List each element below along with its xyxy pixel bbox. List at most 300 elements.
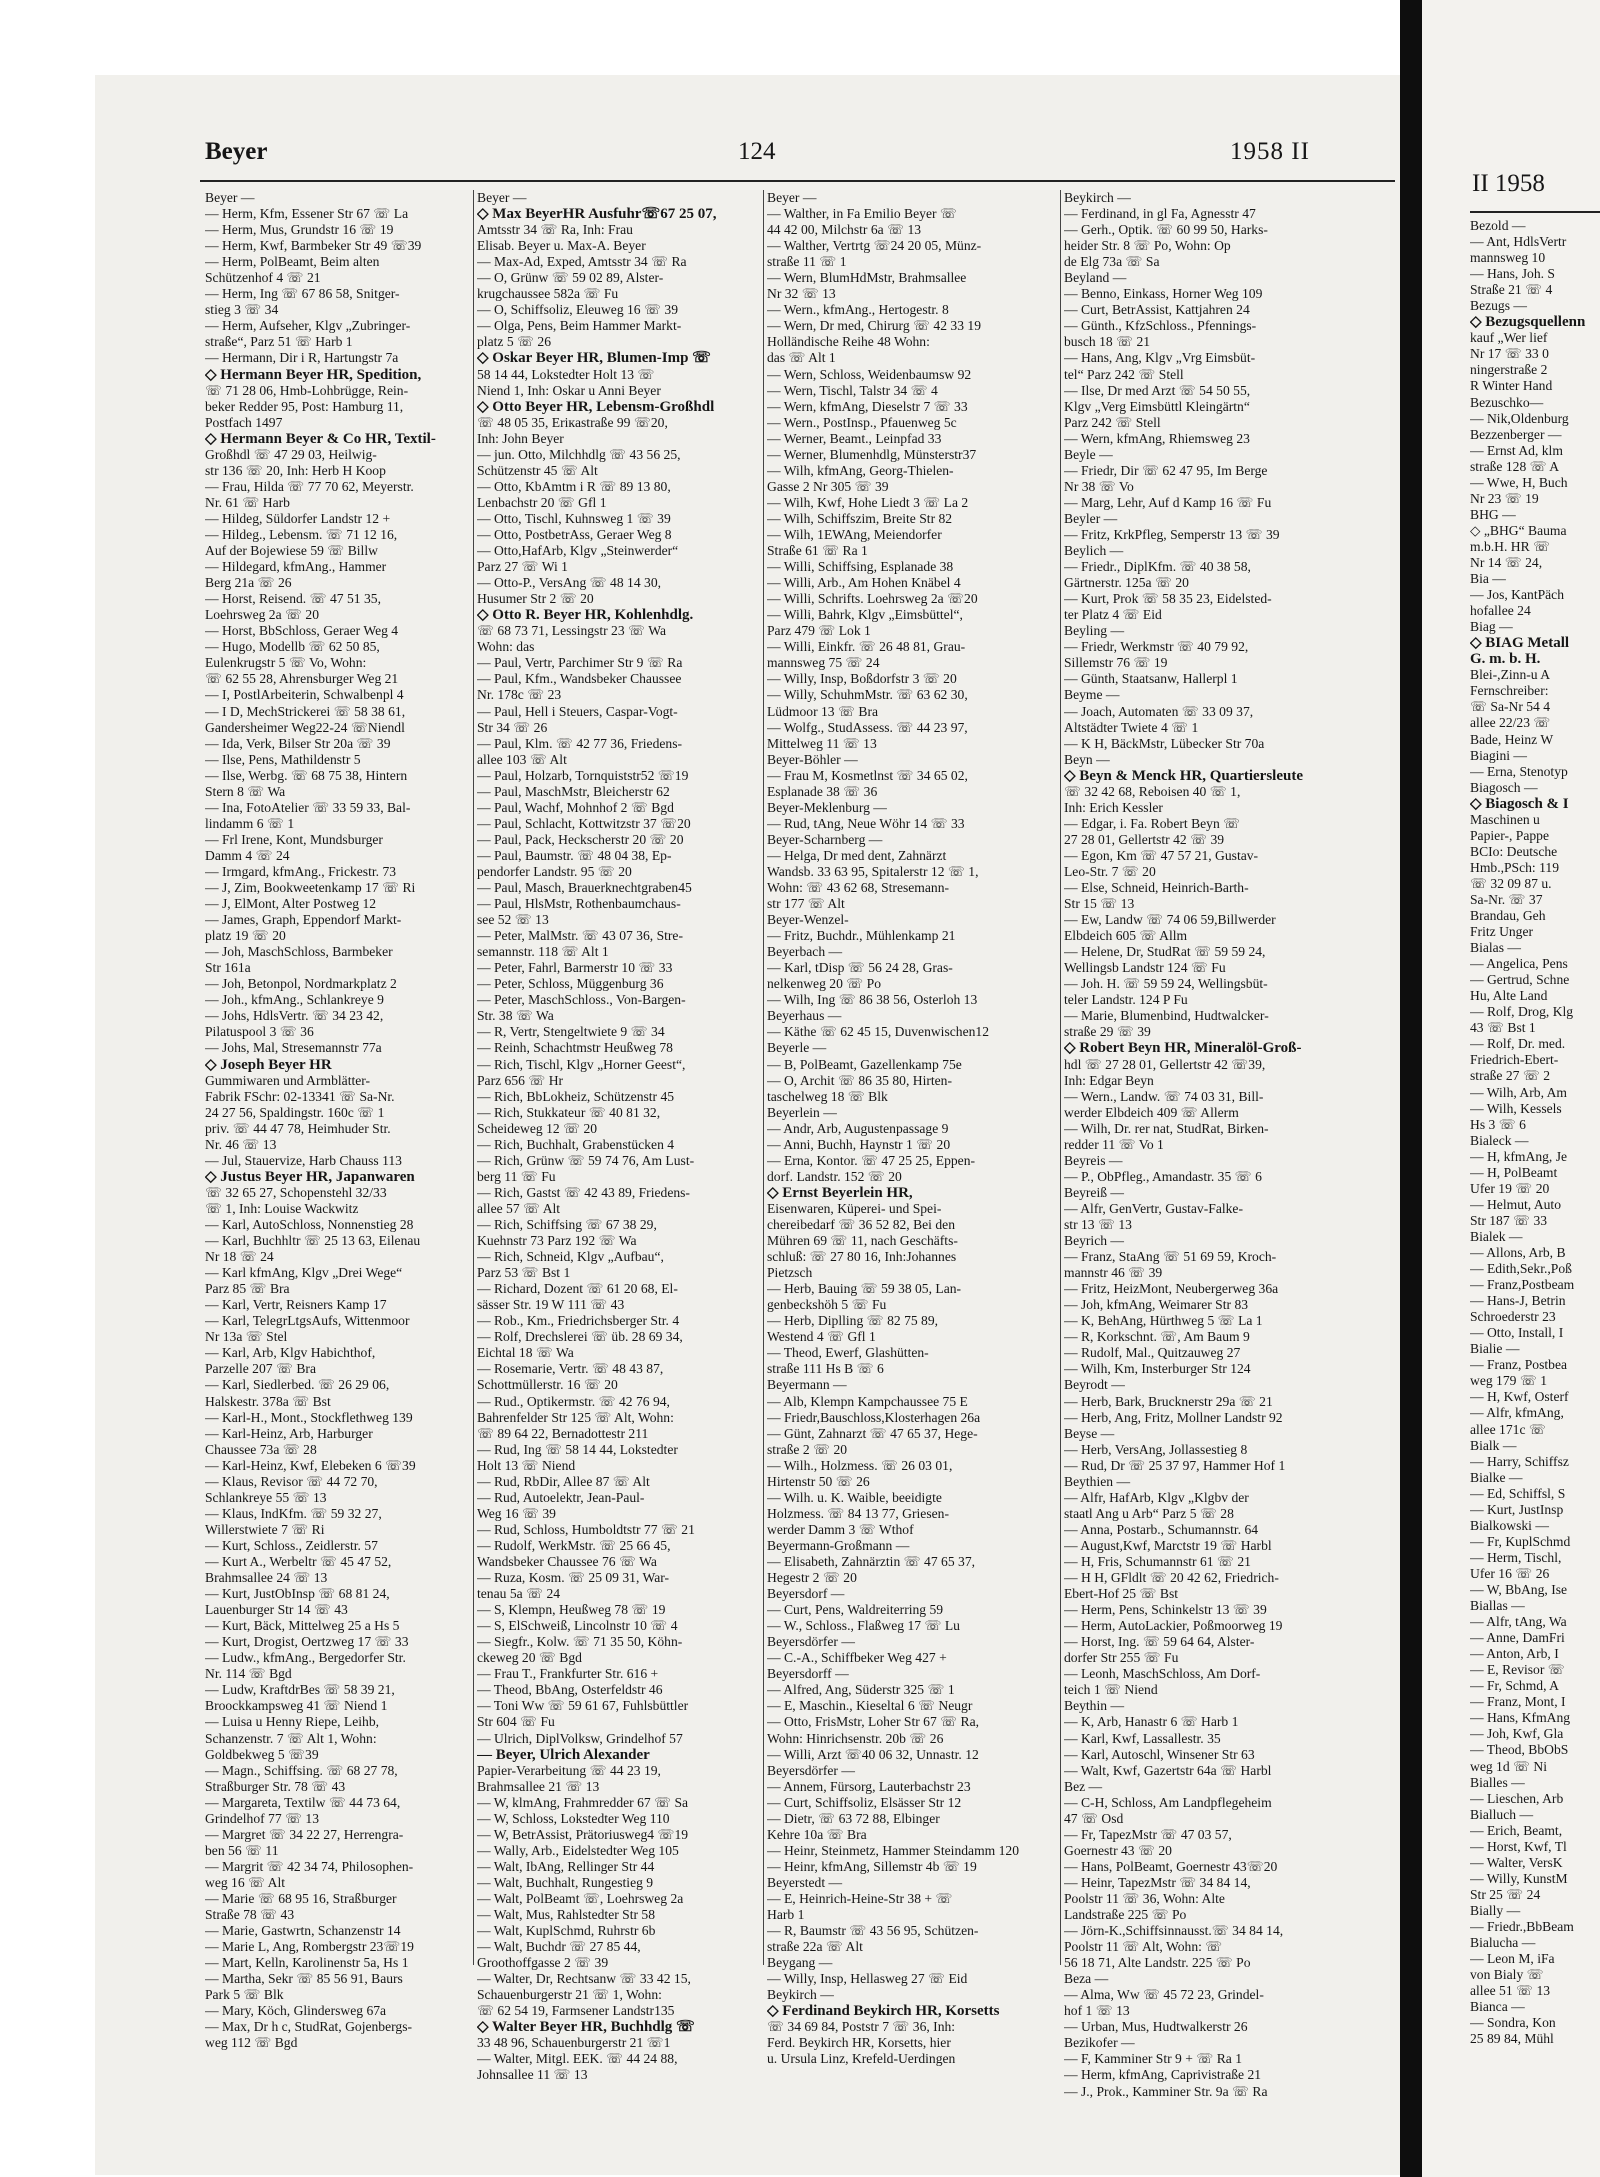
directory-entry-line: teich 1 ☏ Niend [1064, 1682, 1158, 1698]
directory-entry-line: — Wern, BlumHdMstr, Brahmsallee [767, 270, 967, 286]
directory-entry-line: Str 187 ☏ 33 [1470, 1212, 1548, 1228]
directory-entry-line: — Fr, TapezMstr ☏ 47 03 57, [1064, 1826, 1232, 1842]
directory-entry-line: — Heinr, TapezMstr ☏ 34 84 14, [1064, 1874, 1251, 1890]
directory-entry-line: — Willi, Arzt ☏40 06 32, Unnastr. 12 [767, 1746, 979, 1762]
directory-entry-line: Beykirch — [767, 1987, 834, 2003]
directory-entry-line: — Peter, Fahrl, Barmerstr 10 ☏ 33 [477, 960, 673, 976]
directory-entry-line: Bezugs — [1470, 298, 1528, 314]
directory-entry-line: Beyer — [767, 190, 817, 205]
directory-entry-line: platz 5 ☏ 26 [477, 334, 552, 350]
directory-entry-line: Biagosch — [1470, 779, 1538, 795]
directory-entry-line: — Reinh, Schachtmstr Heußweg 78 [477, 1040, 673, 1056]
directory-entry-line: — Luisa u Henny Riepe, Leihb, [205, 1714, 380, 1730]
directory-entry-line: — Hildegard, kfmAng., Hammer [205, 559, 387, 575]
directory-entry-line: — Rich, Grünw ☏ 59 74 76, Am Lust- [477, 1152, 695, 1168]
directory-entry-line: — Rudolf, WerkMstr. ☏ 25 66 45, [477, 1537, 671, 1553]
directory-entry-line: — Karl, Siedlerbed. ☏ 26 29 06, [205, 1377, 390, 1393]
directory-entry-line: — Paul, Klm. ☏ 42 77 36, Friedens- [477, 735, 683, 751]
directory-entry-line: Parz 656 ☏ Hr [477, 1072, 564, 1088]
directory-entry-line: — Ludw., kfmAng., Bergedorfer Str. [205, 1650, 406, 1666]
directory-entry-line: — Kurt, JustObInsp ☏ 68 81 24, [205, 1586, 390, 1602]
directory-entry-line: — Kurt, Schloss., Zeidlerstr. 57 [205, 1537, 378, 1553]
directory-entry-line: — Herm, Mus, Grundstr 16 ☏ 19 [205, 222, 394, 238]
directory-entry-line: — jun. Otto, Milchhdlg ☏ 43 56 25, [477, 446, 681, 462]
directory-entry-line: ◇ Biagosch & I [1470, 795, 1569, 812]
directory-entry-line: — Kurt, Bäck, Mittelweg 25 a Hs 5 [205, 1618, 400, 1634]
directory-entry-line: — R, Baumstr ☏ 43 56 95, Schützen- [767, 1923, 979, 1939]
directory-entry-line: ◇ Hermann Beyer & Co HR, Textil- [205, 430, 436, 447]
directory-entry-line: — S, Klempn, Heußweg 78 ☏ 19 [477, 1602, 666, 1618]
directory-entry-line: Niend 1, Inh: Oskar u Anni Beyer [477, 382, 661, 398]
directory-entry-line: — Frau M, Kosmetlnst ☏ 34 65 02, [767, 767, 968, 783]
directory-entry-line: — Theod, BbObS [1470, 1742, 1569, 1758]
directory-entry-line: Parz 27 ☏ Wi 1 [477, 559, 568, 575]
directory-entry-line: — Fritz, Buchdr., Mühlenkamp 21 [767, 928, 956, 944]
directory-entry-line: — Karl-H., Mont., Stockflethweg 139 [205, 1409, 413, 1425]
directory-entry-line: — Anni, Buchh, Haynstr 1 ☏ 20 [767, 1136, 951, 1152]
directory-entry-line: ◇ Ernst Beyerlein HR, [767, 1184, 913, 1201]
directory-entry-line: — Ilse, Werbg. ☏ 68 75 38, Hintern [205, 767, 408, 783]
directory-entry-line: Nr. 114 ☏ Bgd [205, 1666, 292, 1682]
directory-entry-line: — Otto-P., VersAng ☏ 48 14 30, [477, 575, 662, 591]
directory-entry-line: — Frau, Hilda ☏ 77 70 62, Meyerstr. [205, 478, 414, 494]
directory-entry-line: — Friedr,Bauschloss,Klosterhagen 26a [767, 1409, 981, 1425]
directory-entry-line: 44 42 00, Milchstr 6a ☏ 13 [767, 222, 922, 238]
directory-entry-line: mannstr 46 ☏ 39 [1064, 1265, 1163, 1281]
directory-entry-line: — Rich, Schneid, Klgv „Aufbau“, [477, 1249, 664, 1265]
directory-entry-line: Lauenburger Str 14 ☏ 43 [205, 1602, 348, 1618]
directory-entry-line: Wohn: ☏ 43 62 68, Stresemann- [767, 880, 950, 896]
directory-entry-line: — Marie ☏ 68 95 16, Straßburger [205, 1890, 397, 1906]
directory-entry-line: — Ew, Landw ☏ 74 06 59,Billwerder [1064, 912, 1276, 928]
directory-entry-line: ◇ „BHG“ Bauma [1470, 522, 1567, 538]
directory-entry-line: Papier-, Pappe [1470, 827, 1550, 843]
directory-entry-line: Bianca — [1470, 1999, 1525, 2015]
directory-entry-line: ningerstraße 2 [1470, 362, 1548, 378]
directory-entry-line: — Edith,Sekr.,Poß [1470, 1261, 1572, 1277]
directory-entry-line: — Paul, Pack, Heckscherstr 20 ☏ 20 [477, 831, 684, 847]
directory-entry-line: — Gerh., Optik. ☏ 60 99 50, Harks- [1064, 222, 1268, 238]
directory-entry-line: stieg 3 ☏ 34 [205, 302, 279, 318]
directory-entry-line: — Jos, KantPäch [1470, 587, 1565, 603]
directory-entry-line: Berg 21a ☏ 26 [205, 575, 292, 591]
directory-entry-line: — Otto, FrisMstr, Loher Str 67 ☏ Ra, [767, 1714, 980, 1730]
directory-entry-line: — O, Schiffsoliz, Eleuweg 16 ☏ 39 [477, 302, 678, 318]
directory-entry-line: u. Ursula Linz, Krefeld-Uerdingen [767, 2051, 956, 2067]
directory-entry-line: — Herm, Kwf, Barmbeker Str 49 ☏39 [205, 238, 422, 254]
directory-entry-line: — Franz,Postbeam [1470, 1277, 1575, 1293]
directory-entry-line: — Rud, RbDir, Allee 87 ☏ Alt [477, 1473, 650, 1489]
directory-entry-line: — Jul, Stauervize, Harb Chauss 113 [205, 1152, 402, 1168]
directory-entry-line: — Günth, Staatsanw, Hallerpl 1 [1064, 671, 1238, 687]
directory-entry-line: Lüdmoor 13 ☏ Bra [767, 703, 879, 719]
directory-entry-line: — K, Arb, Hanastr 6 ☏ Harb 1 [1064, 1714, 1239, 1730]
directory-entry-line: Bia — [1470, 571, 1506, 587]
directory-entry-line: Beyler — [1064, 510, 1118, 526]
directory-entry-line: — Karl-Heinz, Arb, Harburger [205, 1425, 373, 1441]
directory-entry-line: Str 15 ☏ 13 [1064, 896, 1135, 912]
directory-entry-line: Poolstr 11 ☏ Alt, Wohn: ☏ [1064, 1939, 1223, 1955]
directory-entry-line: — Friedr, Werkmstr ☏ 40 79 92, [1064, 639, 1249, 655]
directory-entry-line: — Rud, Dr ☏ 25 37 97, Hammer Hof 1 [1064, 1457, 1286, 1473]
directory-entry-line: — Rich, Stukkateur ☏ 40 81 32, [477, 1104, 661, 1120]
directory-entry-line: straße 11 ☏ 1 [767, 254, 847, 270]
directory-entry-line: — Ida, Verk, Bilser Str 20a ☏ 39 [205, 735, 391, 751]
directory-entry-line: — Dietr, ☏ 63 72 88, Elbinger [767, 1810, 940, 1826]
directory-entry-line: das ☏ Alt 1 [767, 350, 836, 366]
directory-entry-line: — Wilh, Kessels [1470, 1100, 1562, 1116]
directory-entry-line: allee 103 ☏ Alt [477, 751, 567, 767]
directory-entry-line: Beyling — [1064, 623, 1125, 639]
next-page-running-head: II 1958 [1472, 170, 1545, 197]
directory-entry-line: Beyreiß — [1064, 1184, 1125, 1200]
directory-entry-line: Straße 78 ☏ 43 [205, 1907, 295, 1923]
directory-entry-line: — Egon, Km ☏ 47 57 21, Gustav- [1064, 847, 1259, 863]
directory-entry-line: — Klaus, Revisor ☏ 44 72 70, [205, 1473, 378, 1489]
directory-entry-line: — I D, MechStrickerei ☏ 58 38 61, [205, 703, 406, 719]
directory-entry-line: Parz 479 ☏ Lok 1 [767, 623, 871, 639]
directory-entry-line: str 136 ☏ 20, Inh: Herb H Koop [205, 462, 386, 478]
directory-entry-line: Wohn: Hinrichsenstr. 20b ☏ 26 [767, 1730, 944, 1746]
directory-entry-line: — Herb, Diplling ☏ 82 75 89, [767, 1313, 939, 1329]
directory-entry-line: — Horst, Ing. ☏ 59 64 64, Alster- [1064, 1634, 1255, 1650]
directory-entry-line: — Willi, Schiffsing, Esplanade 38 [767, 559, 954, 575]
directory-entry-line: — Hans, Joh. S [1470, 266, 1555, 282]
directory-entry-line: — Johs, HdlsVertr. ☏ 34 23 42, [205, 1008, 384, 1024]
directory-entry-line: Beylich — [1064, 543, 1124, 559]
directory-entry-line: Bialluch — [1470, 1806, 1534, 1822]
directory-entry-line: — Marie, Gastwrtn, Schanzenstr 14 [205, 1923, 401, 1939]
directory-entry-line: ter Platz 4 ☏ Eid [1064, 607, 1162, 623]
directory-entry-line: Nr 18 ☏ 24 [205, 1249, 274, 1265]
directory-entry-line: Großhdl ☏ 47 29 03, Heilwig- [205, 446, 377, 462]
directory-entry-line: — Rich, BbLokheiz, Schützenstr 45 [477, 1088, 675, 1104]
directory-entry-line: — Walter, Dr, Rechtsanw ☏ 33 42 15, [477, 1971, 691, 1987]
directory-entry-line: Leo-Str. 7 ☏ 20 [1064, 863, 1156, 879]
directory-entry-line: Sillemstr 76 ☏ 19 [1064, 655, 1168, 671]
directory-entry-line: ☏ 68 73 71, Lessingstr 23 ☏ Wa [477, 623, 666, 639]
directory-entry-line: platz 19 ☏ 20 [205, 928, 286, 944]
directory-entry-line: — H, PolBeamt [1470, 1164, 1558, 1180]
directory-entry-line: — Rob., Km., Friedrichsberger Str. 4 [477, 1313, 680, 1329]
directory-entry-line: genbeckshöh 5 ☏ Fu [767, 1297, 887, 1313]
directory-entry-line: — Otto, PostbetrAss, Geraer Weg 8 [477, 526, 672, 542]
directory-entry-line: ◇ Otto Beyer HR, Lebensm-Großhdl [477, 398, 715, 415]
directory-entry-line: — Curt, Schiffsoliz, Elsässer Str 12 [767, 1794, 962, 1810]
directory-entry-line: — August,Kwf, Marctstr 19 ☏ Harbl [1064, 1537, 1272, 1553]
directory-entry-line: werder Damm 3 ☏ Wthof [767, 1521, 914, 1537]
directory-entry-line: — E, Revisor ☏ [1470, 1662, 1565, 1678]
directory-entry-line: — Hugo, Modellb ☏ 62 50 85, [205, 639, 380, 655]
directory-entry-line: Willerstwiete 7 ☏ Ri [205, 1521, 325, 1537]
directory-entry-line: Beyer — [477, 190, 527, 205]
directory-entry-line: Pietzsch [767, 1265, 813, 1281]
directory-entry-line: — Werner, Beamt., Leinpfad 33 [767, 430, 942, 446]
directory-entry-line: — R, Korkschnt. ☏, Am Baum 9 [1064, 1329, 1250, 1345]
directory-entry-line: — Friedr, Dir ☏ 62 47 95, Im Berge [1064, 462, 1268, 478]
directory-column-3 [767, 190, 1057, 2175]
directory-entry-line: — Joh, kfmAng, Weimarer Str 83 [1064, 1297, 1249, 1313]
directory-entry-line: — Paul, HlsMstr, Rothenbaumchaus- [477, 896, 681, 912]
directory-entry-line: 58 14 44, Lokstedter Holt 13 ☏ [477, 366, 655, 382]
directory-entry-line: — Rud, Autoelektr, Jean-Paul- [477, 1489, 645, 1505]
directory-entry-line: — Wern., PostInsp., Pfauenweg 5c [767, 414, 957, 430]
directory-entry-line: — Alfr, kfmAng, [1470, 1405, 1564, 1421]
directory-entry-line: Beyerbach — [767, 944, 843, 960]
directory-entry-line: Hmb.,PSch: 119 [1470, 859, 1559, 875]
directory-entry-line: — Rud, Schloss, Humboldtstr 77 ☏ 21 [477, 1521, 695, 1537]
directory-entry-line: — Herb, Bark, Brucknerstr 29a ☏ 21 [1064, 1393, 1273, 1409]
directory-entry-line: ◇ Max BeyerHR Ausfuhr☏67 25 07, [477, 206, 717, 223]
directory-entry-line: Eulenkrugstr 5 ☏ Vo, Wohn: [205, 655, 367, 671]
directory-entry-line: str 177 ☏ Alt [767, 896, 845, 912]
directory-entry-line: ◇ Hermann Beyer HR, Spedition, [205, 366, 422, 383]
directory-entry-line: — Ina, FotoAtelier ☏ 33 59 33, Bal- [205, 799, 411, 815]
directory-entry-line: Beyer-Wenzel- [767, 912, 849, 928]
directory-entry-line: — Karl, TelegrLtgsAufs, Wittenmoor [205, 1313, 410, 1329]
directory-entry-line: de Elg 73a ☏ Sa [1064, 254, 1160, 270]
directory-entry-line: berg 11 ☏ Fu [477, 1168, 556, 1184]
directory-entry-line: — Horst, BbSchloss, Geraer Weg 4 [205, 623, 399, 639]
directory-entry-line: Fabrik FSchr: 02-13341 ☏ Sa-Nr. [205, 1088, 395, 1104]
directory-entry-line: str 13 ☏ 13 [1064, 1217, 1132, 1232]
directory-entry-line: — Gertrud, Schne [1470, 972, 1570, 988]
directory-entry-line: — Herm, AutoLackier, Poßmoorweg 19 [1064, 1618, 1283, 1634]
directory-entry-line: straße“, Parz 51 ☏ Harb 1 [205, 334, 353, 350]
directory-entry-line: tenau 5a ☏ 24 [477, 1586, 561, 1602]
directory-entry-line: Str 604 ☏ Fu [477, 1714, 555, 1730]
directory-entry-line: — Joh, MaschSchloss, Barmbeker [205, 944, 393, 960]
directory-entry-line: ◇ Walter Beyer HR, Buchhdlg ☏ [477, 2019, 695, 2036]
directory-entry-line: Beythin — [1064, 1698, 1125, 1714]
directory-entry-line: Bez — [1064, 1778, 1103, 1794]
directory-entry-line: Ferd. Beykirch HR, Korsetts, hier [767, 2035, 951, 2051]
directory-entry-line: — Otto,HafArb, Klgv „Steinwerder“ [477, 543, 679, 559]
directory-entry-line: Stern 8 ☏ Wa [205, 783, 286, 799]
running-head-left: Beyer [205, 138, 268, 165]
directory-entry-line: — O, Archit ☏ 86 35 80, Hirten- [767, 1072, 953, 1088]
directory-entry-line: Auf der Bojewiese 59 ☏ Billw [205, 543, 378, 559]
directory-entry-line: Pilatuspool 3 ☏ 36 [205, 1024, 314, 1040]
directory-entry-line: Elisab. Beyer u. Max-A. Beyer [477, 238, 646, 254]
directory-entry-line: Beygang — [767, 1955, 833, 1971]
directory-entry-line: ☏ 71 28 06, Hmb-Lohbrügge, Rein- [205, 382, 409, 398]
directory-entry-line: — Kurt, JustInsp [1470, 1501, 1564, 1517]
directory-entry-line: Bialkowski — [1470, 1517, 1549, 1533]
directory-entry-line: 33 48 96, Schauenburgerstr 21 ☏1 [477, 2035, 671, 2051]
directory-entry-line: priv. ☏ 44 47 78, Heimhuder Str. [205, 1120, 391, 1136]
directory-entry-line: Straßburger Str. 78 ☏ 43 [205, 1778, 346, 1794]
directory-entry-line: — Wern, kfmAng, Dieselstr 7 ☏ 33 [767, 398, 968, 414]
directory-entry-line: allee 171c ☏ [1470, 1421, 1546, 1437]
directory-entry-line: — Leon M, iFa [1470, 1951, 1555, 1967]
directory-entry-line: — Friedr., DiplKfm. ☏ 40 38 58, [1064, 559, 1251, 575]
directory-entry-line: — Alfr, tAng, Wa [1470, 1614, 1567, 1630]
directory-entry-line: weg 112 ☏ Bgd [205, 2035, 298, 2051]
directory-entry-line: — Ulrich, DiplVolksw, Grindelhof 57 [477, 1730, 683, 1746]
directory-entry-line: — O, Grünw ☏ 59 02 89, Alster- [477, 270, 664, 286]
directory-entry-line: Nr. 61 ☏ Harb [205, 494, 290, 510]
directory-entry-line: Hegestr 2 ☏ 20 [767, 1570, 857, 1586]
directory-entry-line: Beyerlein — [767, 1104, 837, 1120]
directory-entry-line: — Edgar, i. Fa. Robert Beyn ☏ [1064, 815, 1241, 831]
directory-entry-line: Groothoffgasse 2 ☏ 39 [477, 1955, 609, 1971]
directory-entry-line: ☏ Sa-Nr 54 4 [1470, 699, 1551, 715]
directory-entry-line: Ebert-Hof 25 ☏ Bst [1064, 1586, 1179, 1602]
directory-entry-line: — Erna, Stenotyp [1470, 763, 1568, 779]
directory-entry-line: — I, PostlArbeiterin, Schwalbenpl 4 [205, 687, 404, 703]
directory-entry-line: — Annem, Fürsorg, Lauterbachstr 23 [767, 1778, 971, 1794]
directory-entry-line: Bially — [1470, 1902, 1521, 1918]
directory-entry-line: — Alfred, Ang, Süderstr 325 ☏ 1 [767, 1682, 955, 1698]
directory-entry-line: — Paul, Holzarb, Tornquiststr52 ☏19 [477, 767, 689, 783]
directory-entry-line: Sa-Nr. ☏ 37 [1470, 891, 1543, 907]
directory-entry-line: — Walter, Mitgl. EEK. ☏ 44 24 88, [477, 2051, 678, 2067]
directory-entry-line: — Theod, BbAng, Osterfeldstr 46 [477, 1682, 663, 1698]
directory-entry-line: Nr 13a ☏ Stel [205, 1329, 288, 1345]
directory-entry-line: ◇ Bezugsquellenn [1470, 314, 1586, 331]
directory-entry-line: — Kurt, Drogist, Oertzweg 17 ☏ 33 [205, 1634, 409, 1650]
directory-entry-line: Landstraße 225 ☏ Po [1064, 1907, 1187, 1923]
column-separator [1060, 190, 1061, 1965]
directory-entry-line: — Walther, Vertrtg ☏24 20 05, Münz- [767, 238, 982, 254]
directory-entry-line: — Wern, Schloss, Weidenbaumsw 92 [767, 366, 972, 382]
directory-entry-line: — Herm, Ing ☏ 67 86 58, Snitger- [205, 286, 400, 302]
directory-entry-line: — Kurt A., Werbeltr ☏ 45 47 52, [205, 1553, 392, 1569]
directory-entry-line: — Theod, Ewerf, Glashütten- [767, 1345, 929, 1361]
directory-entry-line: — Franz, Postbea [1470, 1357, 1568, 1373]
directory-entry-line: 56 18 71, Alte Landstr. 225 ☏ Po [1064, 1955, 1251, 1971]
directory-entry-line: Bialke — [1470, 1469, 1523, 1485]
directory-entry-line: — Joh., kfmAng., Schlankreye 9 [205, 992, 384, 1008]
directory-entry-line: Bahrenfelder Str 125 ☏ Alt, Wohn: [477, 1409, 674, 1425]
directory-entry-line: Straße 21 ☏ 4 [1470, 282, 1553, 298]
directory-entry-line: Gasse 2 Nr 305 ☏ 39 [767, 478, 889, 494]
directory-entry-line: ◇ Joseph Beyer HR [205, 1056, 332, 1073]
directory-entry-line: weg 179 ☏ 1 [1470, 1373, 1548, 1389]
directory-entry-line: 47 ☏ Osd [1064, 1810, 1124, 1826]
directory-entry-line: — Walter, VersK [1470, 1854, 1563, 1870]
directory-entry-line: — Harry, Schiffsz [1470, 1453, 1569, 1469]
directory-entry-line: — P., ObPfleg., Amandastr. 35 ☏ 6 [1064, 1168, 1262, 1184]
directory-entry-line: teler Landstr. 124 P Fu [1064, 992, 1188, 1008]
directory-entry-line: Gummiwaren und Armblätter- [205, 1072, 371, 1088]
directory-entry-line: Parz 53 ☏ Bst 1 [477, 1265, 571, 1281]
column-separator [473, 190, 474, 1965]
directory-entry-line: R Winter Hand [1470, 378, 1553, 394]
directory-entry-line: — J, ElMont, Alter Postweg 12 [205, 896, 377, 912]
directory-entry-line: Schanzenstr. 7 ☏ Alt 1, Wohn: [205, 1730, 377, 1746]
directory-entry-line: mannsweg 10 [1470, 250, 1546, 266]
directory-entry-line: — Fr, KuplSchmd [1470, 1533, 1571, 1549]
directory-entry-line: lindamm 6 ☏ 1 [205, 815, 295, 831]
directory-entry-line: BCIo: Deutsche [1470, 843, 1558, 859]
directory-entry-line: — Margrit ☏ 42 34 74, Philosophen- [205, 1858, 414, 1874]
directory-entry-line: Friedrich-Ebert- [1470, 1052, 1559, 1068]
directory-entry-line: ◇ BIAG Metall [1470, 635, 1570, 652]
directory-entry-line: Mühren 69 ☏ 11, nach Geschäfts- [767, 1233, 958, 1249]
directory-entry-line: — Willy, Insp, Boßdorfstr 3 ☏ 20 [767, 671, 957, 687]
directory-entry-line: — Wilh., Holzmess. ☏ 26 03 01, [767, 1457, 953, 1473]
header-rule [200, 180, 1395, 182]
directory-entry-line: — Rud., Optikermstr. ☏ 42 76 94, [477, 1393, 670, 1409]
directory-entry-line: Bezold — [1470, 218, 1526, 233]
directory-entry-line: ☏ 34 69 84, Poststr 7 ☏ 36, Inh: [767, 2019, 956, 2035]
directory-entry-line: Brandau, Geh [1470, 908, 1546, 924]
directory-entry-line: weg 1d ☏ Ni [1470, 1758, 1548, 1774]
directory-entry-line: — Herm, Aufseher, Klgv „Zubringer- [205, 318, 411, 334]
directory-entry-line: m.b.H. HR ☏ [1470, 538, 1551, 554]
directory-entry-line: see 52 ☏ 13 [477, 912, 549, 928]
directory-entry-line: — Herm, Kfm, Essener Str 67 ☏ La [205, 206, 409, 222]
directory-entry-line: — Elisabeth, Zahnärztin ☏ 47 65 37, [767, 1553, 976, 1569]
directory-entry-line: — Ilse, Pens, Mathildenstr 5 [205, 751, 361, 767]
directory-entry-line: — Otto, Install, I [1470, 1325, 1564, 1341]
page-number: 124 [738, 138, 776, 165]
directory-entry-line: — Paul, Vertr, Parchimer Str 9 ☏ Ra [477, 655, 683, 671]
directory-entry-line: — Hans, KfmAng [1470, 1710, 1571, 1726]
directory-entry-line: — Karl-Heinz, Kwf, Elebeken 6 ☏39 [205, 1457, 416, 1473]
directory-entry-line: — S, ElSchweiß, Lincolnstr 10 ☏ 4 [477, 1618, 678, 1634]
directory-entry-line: — Werner, Blumenhdlg, Münsterstr37 [767, 446, 977, 462]
directory-entry-line: Beyersdorf — [767, 1586, 845, 1602]
directory-entry-line: sässer Str. 19 W 111 ☏ 43 [477, 1297, 625, 1313]
directory-entry-line: — Rudolf, Mal., Quitzauweg 27 [1064, 1345, 1241, 1361]
directory-entry-line: Chaussee 73a ☏ 28 [205, 1441, 317, 1457]
directory-entry-line: Parz 85 ☏ Bra [205, 1281, 290, 1297]
directory-entry-line: — Willi, Bahrk, Klgv „Eimsbüttel“, [767, 607, 963, 623]
directory-entry-line: Schroederstr 23 [1470, 1309, 1556, 1325]
directory-entry-line: — Walt, Buchdr ☏ 27 85 44, [477, 1939, 641, 1955]
directory-entry-line: Str 25 ☏ 24 [1470, 1886, 1541, 1902]
directory-entry-line: — Ant, HdlsVertr [1470, 234, 1567, 250]
directory-entry-line: Beyermann-Großmann — [767, 1537, 910, 1553]
directory-entry-line: — Horst, Reisend. ☏ 47 51 35, [205, 591, 381, 607]
directory-entry-line: — Willi, Arb., Am Hohen Knäbel 4 [767, 575, 961, 591]
directory-entry-line: — Peter, Schloss, Müggenburg 36 [477, 976, 664, 992]
directory-entry-line: — Toni Ww ☏ 59 61 67, Fuhlsbüttler [477, 1698, 689, 1714]
directory-entry-line: — K H, BäckMstr, Lübecker Str 70a [1064, 735, 1265, 751]
directory-entry-line: — Peter, MalMstr. ☏ 43 07 36, Stre- [477, 928, 683, 944]
directory-entry-line: — Jörn-K.,Schiffsinnausst.☏ 34 84 14, [1064, 1923, 1284, 1939]
directory-entry-line: — Hildeg., Lebensm. ☏ 71 12 16, [205, 526, 398, 542]
directory-entry-line: Bialas — [1470, 940, 1521, 956]
directory-entry-line: Goernestr 43 ☏ 20 [1064, 1842, 1172, 1858]
directory-entry-line: ◇ Oskar Beyer HR, Blumen-Imp ☏ [477, 350, 711, 367]
directory-entry-line: Ufer 19 ☏ 20 [1470, 1180, 1550, 1196]
directory-entry-line: — Rud, tAng, Neue Wöhr 14 ☏ 33 [767, 815, 965, 831]
directory-entry-line: Bade, Heinz W [1470, 731, 1554, 747]
directory-entry-line: — Wern, kfmAng, Rhiemsweg 23 [1064, 430, 1250, 446]
directory-entry-line: Gärtnerstr. 125a ☏ 20 [1064, 575, 1189, 591]
directory-entry-line: weg 16 ☏ Alt [205, 1874, 286, 1890]
directory-entry-line: Inh: Edgar Beyn [1064, 1072, 1154, 1088]
directory-entry-line: — Willy, Insp, Hellasweg 27 ☏ Eid [767, 1971, 968, 1987]
directory-entry-line: Inh: John Beyer [477, 430, 564, 446]
directory-entry-line: hdl ☏ 27 28 01, Gellertstr 42 ☏39, [1064, 1056, 1266, 1072]
directory-entry-line: — Joach, Automaten ☏ 33 09 37, [1064, 703, 1254, 719]
directory-entry-line: Bezuschko— [1470, 394, 1544, 410]
directory-entry-line: — C-H, Schloss, Am Landpflegeheim [1064, 1794, 1272, 1810]
directory-entry-line: — Walt, PolBeamt ☏, Loehrsweg 2a [477, 1890, 684, 1906]
directory-entry-line: Nr 38 ☏ Vo [1064, 478, 1134, 494]
directory-entry-line: Beyland — [1064, 270, 1127, 286]
directory-entry-line: Bialk — [1470, 1437, 1517, 1453]
directory-entry-line: — Wilh, Dr. rer nat, StudRat, Birken- [1064, 1120, 1269, 1136]
directory-entry-line: semannstr. 118 ☏ Alt 1 [477, 944, 609, 960]
directory-entry-line: Park 5 ☏ Blk [205, 1987, 284, 2003]
directory-entry-line: — Richard, Dozent ☏ 61 20 68, El- [477, 1281, 678, 1297]
